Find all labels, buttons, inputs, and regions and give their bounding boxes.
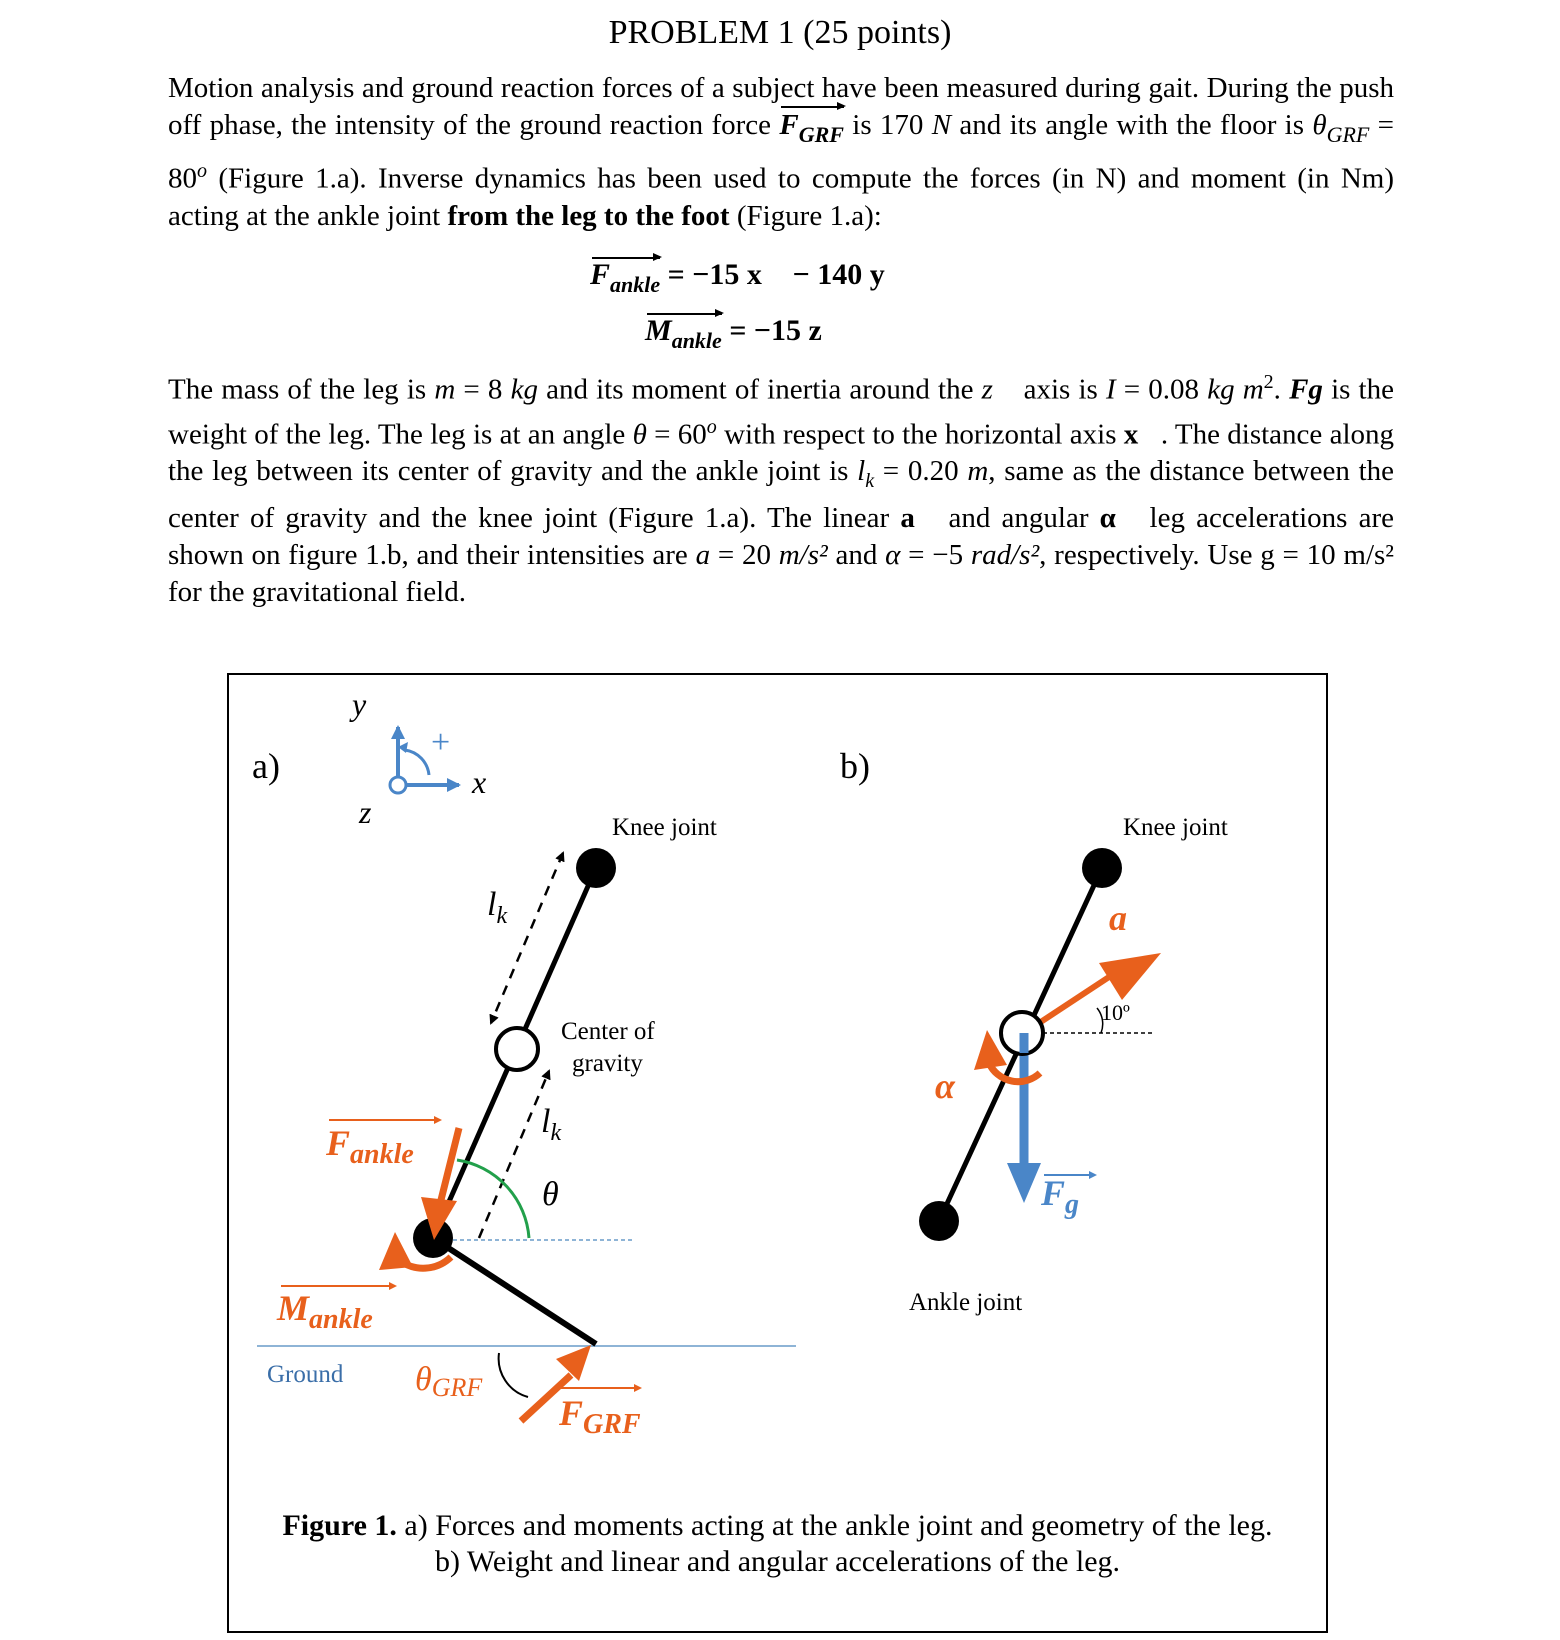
lk-lower-dashed [479, 1071, 549, 1238]
rotation-sense-arc [405, 750, 429, 775]
equation-m-ankle: $M_{ankle} = -15$ z⃗ [645, 314, 846, 353]
ankle-label-b: Ankle joint [909, 1289, 1023, 1316]
a-label: a⃗ [1109, 898, 1156, 938]
panel-a-label: a) [252, 746, 280, 786]
theta-grf-label: θGRF [415, 1361, 483, 1402]
f-ankle-label [325, 1116, 442, 1170]
svg-text:Fg: $F_g$ [1041, 1173, 1080, 1220]
panel-b-label: b) [840, 746, 870, 786]
z-axis-label: z⃗ [359, 794, 397, 830]
coordinate-system [349, 686, 511, 830]
equation-f-ankle: $F_{ankle} = -15$ x⃗ − 140 y⃗ [590, 258, 909, 297]
svg-text:Fankle: $F_{ankle}$ [326, 1123, 414, 1170]
svg-text:Mankle: $M_{ankle}$ [277, 1288, 373, 1335]
y-axis-label: y⃗ [352, 686, 392, 722]
x-axis-label: x⃗ [472, 764, 512, 800]
foot-segment [433, 1238, 596, 1344]
theta-label: θ [542, 1176, 559, 1213]
problem-title: PROBLEM 1 (25 points) [608, 14, 952, 51]
knee-label-b: Knee joint [1123, 814, 1228, 841]
lk-upper-dashed [491, 853, 563, 1023]
theta-grf-arc [499, 1353, 528, 1397]
f-grf-label [558, 1384, 642, 1440]
center-of-gravity-a [496, 1028, 538, 1070]
figure-caption: Figure 1. a) Forces and moments acting at the ankle joint and geometry of the leg. b) Weight and linear and angular accelerations of the leg. [282, 1509, 1273, 1578]
z-axis-circle [390, 777, 406, 793]
ankle-joint-b [919, 1201, 959, 1241]
m-ankle-label [276, 1282, 397, 1335]
figure-1 [227, 673, 1328, 1633]
cog-label-line1: Center of [561, 1018, 655, 1045]
figure-svg [229, 675, 1330, 1635]
intro-paragraph: Motion analysis and ground reaction forces of a subject have been measured during gait. During the push off phase, the intensity of the ground reaction force $F_{GRF}$ is 170 N and its angle with the floor is $\theta_{GRF} = 80^o$ (Figure 1.a). Inverse dynamics has been used to compute the forces (in N) and moment (in Nm) acting at the ankle joint from the leg to the foot (Figure 1.a): [168, 72, 1395, 232]
cog-label-line2: gravity [572, 1050, 643, 1077]
plus-sign: + [431, 724, 451, 761]
ground-label: Ground [267, 1361, 344, 1388]
theta-arc [457, 1160, 529, 1238]
lk-upper-label: $l_k$ [487, 886, 508, 929]
fg-label [1040, 1171, 1097, 1220]
knee-joint-b [1082, 848, 1122, 888]
alpha-label: α⃗ [935, 1066, 983, 1106]
lk-lower-label: $l_k$ [541, 1103, 562, 1146]
angle-label: 10º [1101, 1000, 1130, 1025]
knee-joint-a [576, 848, 616, 888]
knee-label-a: Knee joint [612, 814, 717, 841]
svg-text:FGRF: $F_{GRF}$ [559, 1393, 641, 1440]
body-paragraph: The mass of the leg is m = 8 kg and its moment of inertia around the z⃗ axis is I = 0.08 kg $m^2$. Fg is the weight of the leg. The leg is at an angle $\theta = 60^o$ with respect to the horizontal axis x⃗. The distance along the leg between its center of gravity and the ankle joint is $l_k = 0.20$ m, same as the distance between the center of gravity and the knee joint (Figure 1.a). The linear a⃗ and angular α⃗ leg accelerations are shown on figure 1.b, and their intensities are a = 20 m/s² and α = −5 rad/s², respectively. Use g = 10 m/s² for the gravitational field. [168, 371, 1394, 609]
